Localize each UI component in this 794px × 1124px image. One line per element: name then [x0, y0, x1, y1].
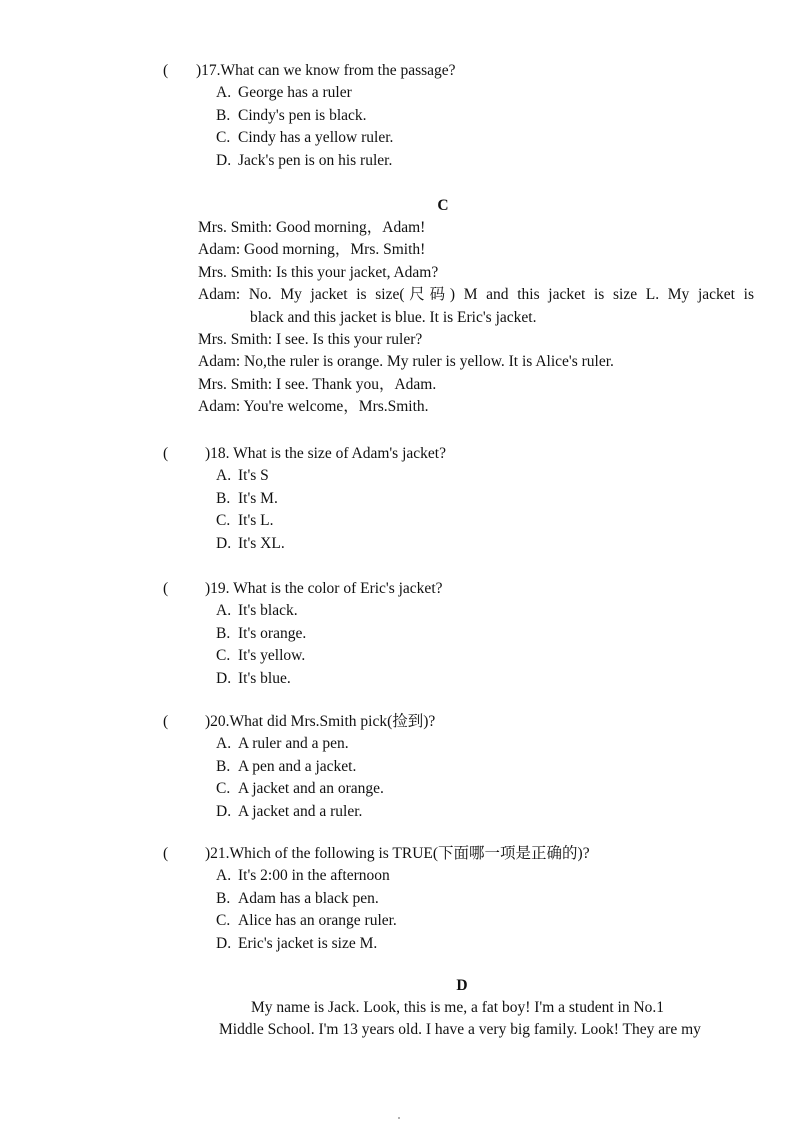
option-b: B. Adam has a black pen.: [216, 889, 379, 907]
dialog-line: Mrs. Smith: I see. Is this your ruler?: [198, 330, 423, 348]
dialog-line: Mrs. Smith: Is this your jacket, Adam?: [198, 263, 439, 281]
option-d: D. It's blue.: [216, 669, 291, 687]
option-d: D. It's XL.: [216, 534, 285, 552]
option-c: C. It's L.: [216, 512, 274, 530]
question-18: [0, 443, 794, 555]
option-a: A. It's 2:00 in the afternoon: [216, 867, 390, 885]
option-d: D. Eric's jacket is size M.: [216, 934, 378, 952]
dialog-line: Adam: No. My jacket is size(尺码) M and this jacket is size L. My jacket is: [198, 286, 754, 304]
option-c: C. Alice has an orange ruler.: [216, 912, 397, 930]
option-a: A. It's black.: [216, 602, 298, 620]
answer-blank[interactable]: (: [163, 62, 169, 79]
answer-blank[interactable]: (: [163, 580, 169, 597]
option-a: A. A ruler and a pen.: [216, 735, 349, 753]
answer-blank[interactable]: (: [163, 713, 169, 730]
question-text: )21.Which of the following is TRUE(下面哪一项是正确的)?: [205, 845, 590, 862]
question-20-stem: [0, 711, 794, 733]
question-19: [0, 578, 794, 690]
question-text: )20.What did Mrs.Smith pick(捡到)?: [205, 713, 436, 730]
question-text: )18. What is the size of Adam's jacket?: [205, 445, 446, 462]
option-c: C. A jacket and an orange.: [216, 780, 384, 798]
section-c-heading: C: [437, 197, 449, 214]
passage-line: Middle School. I'm 13 years old. I have a very big family. Look! They are my: [219, 1021, 701, 1039]
option-d: D. A jacket and a ruler.: [216, 802, 363, 820]
option-c: C. Cindy has a yellow ruler.: [216, 129, 394, 147]
question-17-stem: [0, 60, 794, 82]
answer-blank[interactable]: (: [163, 845, 169, 862]
question-text: )17.What can we know from the passage?: [196, 62, 456, 79]
dialog-line: Mrs. Smith: I see. Thank you，Adam.: [198, 375, 437, 393]
dialog-line: Adam: No,the ruler is orange. My ruler is yellow. It is Alice's ruler.: [198, 353, 614, 371]
dialog-line-continued: black and this jacket is blue. It is Eric's jacket.: [250, 308, 537, 326]
option-a: A. It's S: [216, 467, 269, 485]
option-b: B. Cindy's pen is black.: [216, 106, 367, 124]
passage-d: [219, 997, 751, 1042]
dialog-line: Mrs. Smith: Good morning，Adam!: [198, 219, 426, 236]
question-20: [0, 711, 794, 823]
option-a: A. George has a ruler: [216, 84, 352, 102]
option-b: B. A pen and a jacket.: [216, 757, 357, 775]
question-21-stem: [0, 843, 794, 865]
dialog-line: Adam: Good morning，Mrs. Smith!: [198, 241, 426, 259]
option-d: D. Jack's pen is on his ruler.: [216, 151, 393, 169]
option-c: C. It's yellow.: [216, 647, 306, 665]
dialog-line: Adam: You're welcome，Mrs.Smith.: [198, 398, 429, 416]
option-b: B. It's M.: [216, 489, 278, 507]
question-19-stem: [0, 578, 794, 600]
scan-speck: [398, 1117, 400, 1119]
option-b: B. It's orange.: [216, 624, 307, 642]
question-21: [0, 843, 794, 955]
question-text: )19. What is the color of Eric's jacket?: [205, 580, 443, 597]
passage-line: My name is Jack. Look, this is me, a fat boy! I'm a student in No.1: [251, 999, 665, 1016]
dialog-c: [198, 217, 754, 419]
answer-blank[interactable]: (: [163, 445, 169, 462]
question-17: [0, 60, 794, 172]
section-d-heading: D: [456, 977, 468, 994]
question-18-stem: [0, 443, 794, 465]
